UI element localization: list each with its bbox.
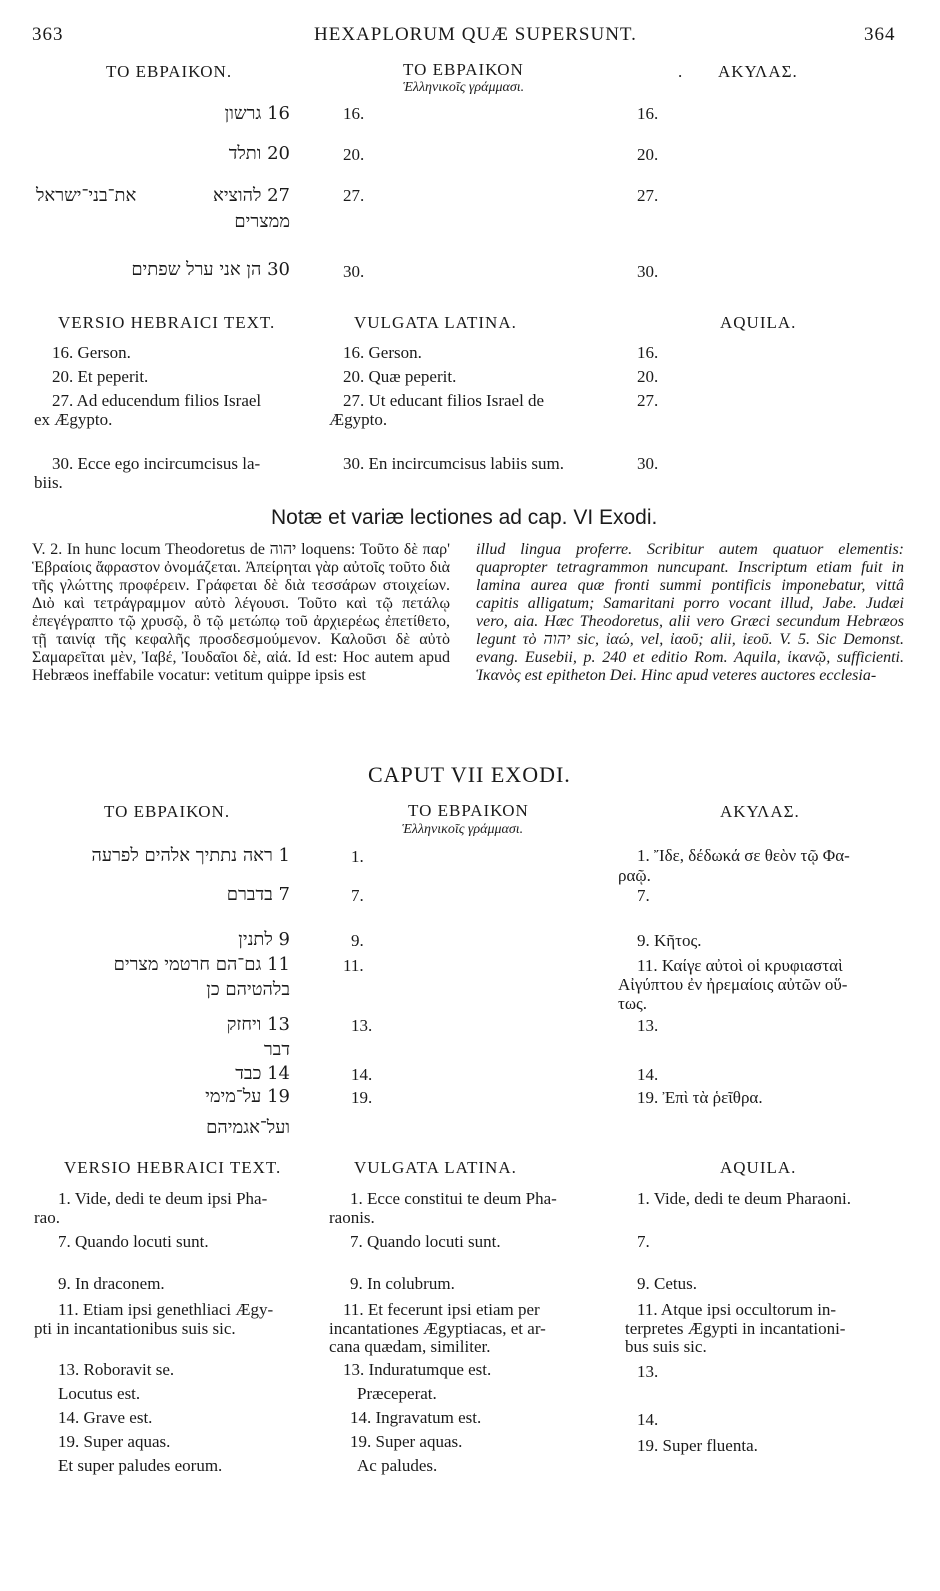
- verse-num-greek: 1.: [351, 847, 364, 866]
- vulgata-line: 11. Et fecerunt ipsi etiam per: [343, 1300, 540, 1319]
- versio-line: Et super paludes eorum.: [58, 1456, 223, 1475]
- versio-heading: VERSIO HEBRAICI TEXT.: [64, 1158, 282, 1177]
- aquila-greek-line: 19. Ἐπὶ τὰ ῥεῖθρα.: [637, 1088, 763, 1107]
- aquila-line: 1. Vide, dedi te deum Pharaoni.: [637, 1189, 851, 1208]
- verse-num-greek: 9.: [351, 931, 364, 950]
- aquila-greek-line: 1. Ἴδε, δέδωκά σε θεὸν τῷ Φα-: [637, 846, 850, 865]
- aquila-heading: AQUILA.: [720, 1158, 797, 1177]
- vulgata-line: 27. Ut educant filios Israel de: [343, 391, 545, 410]
- running-title: HEXAPLORUM QUÆ SUPERSUNT.: [314, 24, 637, 45]
- vulgata-line: 20. Quæ peperit.: [343, 367, 457, 386]
- versio-line: 16. Gerson.: [52, 343, 131, 362]
- aquila-line: 30.: [637, 454, 659, 473]
- hebrew-line: 13 ויחזק: [226, 1014, 290, 1035]
- col-head-greek-sub: Ἑλληνικοῖς γράμμασι.: [402, 822, 524, 837]
- aquila-greek-line: 13.: [637, 1016, 659, 1035]
- versio-line: 9. In draconem.: [58, 1274, 165, 1293]
- versio-line: 27. Ad educendum filios Israel: [52, 391, 262, 410]
- hebrew-line: 9 לתנין: [238, 929, 290, 950]
- aquila-greek-line: 9. Κῆτος.: [637, 931, 702, 950]
- versio-line: 14. Grave est.: [58, 1408, 153, 1427]
- verse-num-greek: 7.: [351, 886, 364, 905]
- col-head-greek-letters: ΤΟ ΕΒΡΑΙΚΟΝ: [408, 801, 529, 820]
- versio-heading: VERSIO HEBRAICI TEXT.: [58, 313, 276, 332]
- hebrew-line: 1 ראה נתתיך אלהים לפרעה: [91, 845, 290, 866]
- hebrew-line: 27 להוציא: [213, 185, 290, 206]
- col-head-dot: .: [678, 62, 684, 81]
- verse-num-greek: 13.: [351, 1016, 373, 1035]
- verse-num-greek: 14.: [351, 1065, 373, 1084]
- aquila-line: 7.: [637, 1232, 650, 1251]
- col-head-aquila: ΑΚΥΛΑΣ.: [720, 802, 800, 821]
- hebrew-line: 19 על־מימי: [205, 1086, 290, 1107]
- versio-line: biis.: [34, 473, 63, 492]
- vulgata-heading: VULGATA LATINA.: [354, 1158, 517, 1177]
- aquila-greek-line: ραῷ.: [618, 866, 651, 885]
- col-head-greek-sub: Ἑλληνικοῖς γράμμασι.: [403, 80, 525, 95]
- vulgata-line: 13. Induratumque est.: [343, 1360, 492, 1379]
- verse-num-greek: 19.: [351, 1088, 373, 1107]
- chapter-title: CAPUT VII EXODI.: [368, 762, 571, 787]
- aquila-greek-line: 14.: [637, 1065, 659, 1084]
- hebrew-line-cont: דבר: [263, 1039, 290, 1060]
- col-head-greek-letters: ΤΟ ΕΒΡΑΙΚΟΝ: [403, 60, 524, 79]
- col-head-aquila: ΑΚΥΛΑΣ.: [718, 62, 798, 81]
- versio-line: 7. Quando locuti sunt.: [58, 1232, 209, 1251]
- versio-line: rao.: [34, 1208, 60, 1227]
- versio-line: 20. Et peperit.: [52, 367, 149, 386]
- verse-num-aquila: 27.: [637, 186, 659, 205]
- col-head-hebrew: ΤΟ ΕΒΡΑΙΚΟΝ.: [104, 802, 231, 821]
- hebrew-line: 14 כבד: [235, 1063, 290, 1084]
- versio-line: 19. Super aquas.: [58, 1432, 171, 1451]
- vulgata-heading: VULGATA LATINA.: [354, 313, 517, 332]
- vulgata-line: Ægypto.: [329, 410, 388, 429]
- hebrew-line-cont: ועל־אגמיהם: [206, 1117, 290, 1138]
- verse-num-aquila: 16.: [637, 104, 659, 123]
- hebrew-line: 16 גרשון: [224, 103, 290, 124]
- vulgata-line: raonis.: [329, 1208, 375, 1227]
- versio-line: 11. Etiam ipsi genethliaci Ægy-: [58, 1300, 274, 1319]
- vulgata-line: Præceperat.: [357, 1384, 437, 1403]
- versio-line: 1. Vide, dedi te deum ipsi Pha-: [58, 1189, 268, 1208]
- vulgata-line: 7. Quando locuti sunt.: [350, 1232, 501, 1251]
- verse-num-aquila: 30.: [637, 262, 659, 281]
- versio-line: ex Ægypto.: [34, 410, 113, 429]
- aquila-line: 13.: [637, 1362, 659, 1381]
- hebrew-line-cont: ממצרים: [234, 211, 290, 232]
- vulgata-line: 16. Gerson.: [343, 343, 422, 362]
- verse-num-greek: 11.: [343, 956, 364, 975]
- verse-num-greek: 30.: [343, 262, 365, 281]
- aquila-line: 14.: [637, 1410, 659, 1429]
- notes-title: Notæ et variæ lectiones ad cap. VI Exodi.: [271, 506, 658, 529]
- aquila-heading: AQUILA.: [720, 313, 797, 332]
- aquila-greek-line: 7.: [637, 886, 650, 905]
- vulgata-line: 9. In colubrum.: [350, 1274, 455, 1293]
- aquila-line: 9. Cetus.: [637, 1274, 697, 1293]
- versio-line: pti in incantationibus suis sic.: [34, 1319, 236, 1338]
- hebrew-line: 20 ותלד: [228, 143, 290, 164]
- notes-right-column: illud lingua proferre. Scribitur autem quatuor elementis: quapropter tetragrammon nuncupant. Inscriptum etiam fuit in lamina aurea quæ fronti summi pontificis imponebatur, vittâ capitis alligatum; Samaritani porro vocant illud, Jabe. Judæi vero, aia. Hæc Theodoretus, alii vero Græci secundum Hebræos legunt τὸ יהוה sic, ἰαώ, vel, ἰαοῦ; alii, ἰεοῦ. V. 5. Sic Demonst. evang. Eusebii, p. 240 et editio Rom. Aquila, ἱκανῷ, sufficienti. Ἱκανὸς est epitheton Dei. Hinc apud veteres auctores ecclesia-: [476, 541, 905, 684]
- aquila-line: 16.: [637, 343, 659, 362]
- aquila-line: 11. Atque ipsi occultorum in-: [637, 1300, 837, 1319]
- vulgata-line: 14. Ingravatum est.: [350, 1408, 482, 1427]
- hebrew-line-left: את־בני־ישראל: [36, 185, 137, 206]
- aquila-greek-line: 11. Καίγε αὐτοὶ οἱ κρυφιασταὶ: [637, 956, 843, 975]
- aquila-line: 20.: [637, 367, 659, 386]
- hebrew-line: 7 בדברם: [226, 884, 290, 905]
- vulgata-line: incantationes Ægyptiacas, et ar-: [329, 1319, 546, 1338]
- page-number-left: 363: [32, 24, 64, 45]
- hebrew-line-cont: בלהטיהם כן: [206, 979, 290, 1000]
- versio-line: 30. Ecce ego incircumcisus la-: [52, 454, 261, 473]
- verse-num-aquila: 20.: [637, 145, 659, 164]
- col-head-hebrew: ΤΟ ΕΒΡΑΙΚΟΝ.: [106, 62, 233, 81]
- aquila-line: terpretes Ægypti in incantationi-: [625, 1319, 846, 1338]
- verse-num-greek: 16.: [343, 104, 365, 123]
- notes-left-column: V. 2. In hunc locum Theodoretus de יהוה loquens: Τοῦτο δὲ παρ' Ἑβραίοις ἄφραστον ὀνομάζεται. Ἀπείρηται γὰρ αὐτοῖς τοῦτο διὰ τῆς γλώττης προφέρειν. Γράφεται δὲ διὰ τεσσάρων στοιχείων. Διὸ καὶ τετράγραμμον αὐτὸ λέγουσι. Τοῦτο καὶ τῷ πετάλῳ ἐπεγέγραπτο τῷ χρυσῷ, ὃ τῷ μετώπῳ τοῦ ἀρχιερέως ἐπετίθετο, τῇ ταινίᾳ τῆς κεφαλῆς προσδεσμούμενον. Καλοῦσι δὲ αὐτὸ Σαμαρεῖται μὲν, Ἰαβέ, Ἰουδαῖοι δὲ, αἰά. Id est: Hoc autem apud Hebræos ineffabile vocatur: vetitum quippe ipsis est: [32, 541, 451, 684]
- versio-line: 13. Roboravit se.: [58, 1360, 175, 1379]
- aquila-line: 19. Super fluenta.: [637, 1436, 758, 1455]
- vulgata-line: 1. Ecce constitui te deum Pha-: [350, 1189, 557, 1208]
- aquila-greek-line: Αἰγύπτου ἐν ἠρεμαίοις αὐτῶν οὕ-: [618, 975, 848, 994]
- aquila-greek-line: τως.: [618, 994, 648, 1013]
- vulgata-line: 19. Super aquas.: [350, 1432, 463, 1451]
- verse-num-greek: 20.: [343, 145, 365, 164]
- vulgata-line: 30. En incircumcisus labiis sum.: [343, 454, 564, 473]
- versio-line: Locutus est.: [58, 1384, 141, 1403]
- vulgata-line: cana quædam, similiter.: [329, 1337, 491, 1356]
- aquila-line: bus suis sic.: [625, 1337, 707, 1356]
- verse-num-greek: 27.: [343, 186, 365, 205]
- hebrew-line: 30 הן אני ערל שפתים: [131, 259, 290, 280]
- vulgata-line: Ac paludes.: [357, 1456, 438, 1475]
- aquila-line: 27.: [637, 391, 659, 410]
- page-number-right: 364: [864, 24, 896, 45]
- hebrew-line: 11 גם־הם חרטמי מצרים: [113, 954, 290, 975]
